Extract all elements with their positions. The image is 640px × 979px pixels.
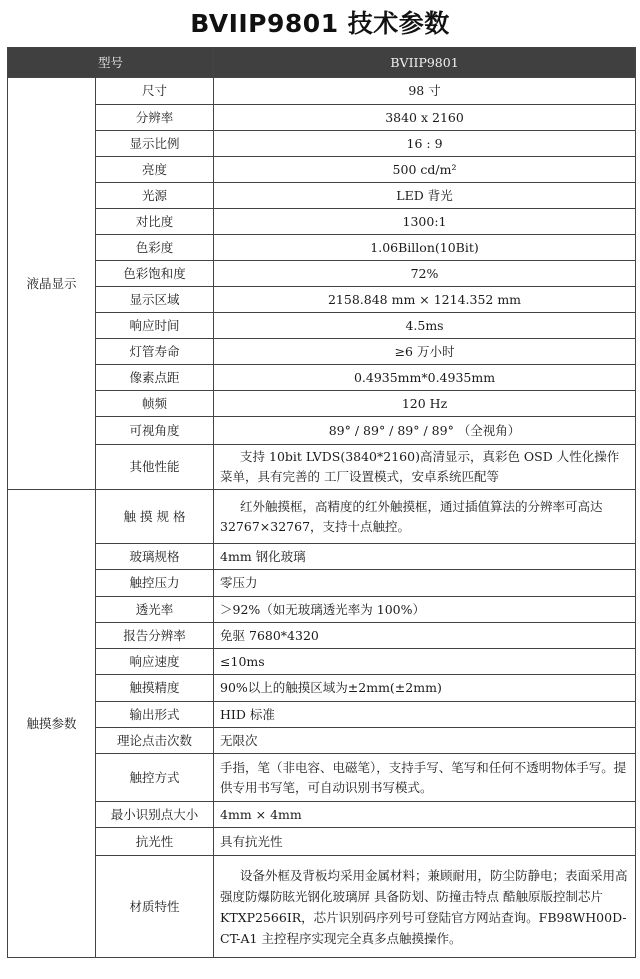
row-label: 对比度 (96, 209, 214, 235)
table-row (8, 649, 636, 675)
row-value: 4mm 钢化玻璃 (214, 544, 636, 570)
row-label: 显示区域 (96, 287, 214, 313)
table-row (8, 828, 636, 856)
row-label: 色彩度 (96, 235, 214, 261)
row-value: 4mm × 4mm (214, 802, 636, 828)
row-value: 4.5ms (214, 313, 636, 339)
row-value: 3840 x 2160 (214, 105, 636, 131)
table-row (8, 754, 636, 802)
table-row (8, 675, 636, 702)
table-row (8, 728, 636, 754)
model-label: 型号 (8, 48, 214, 78)
row-value: 0.4935mm*0.4935mm (214, 365, 636, 391)
row-label: 色彩饱和度 (96, 261, 214, 287)
table-row (8, 570, 636, 597)
row-value: ＞92%（如无玻璃透光率为 100%） (214, 597, 636, 623)
table-row (8, 623, 636, 649)
row-label: 报告分辨率 (96, 623, 214, 649)
row-label: 灯管寿命 (96, 339, 214, 365)
row-label: 触控压力 (96, 570, 214, 597)
row-label: 像素点距 (96, 365, 214, 391)
section-lcd: 液晶显示 (8, 78, 96, 490)
model-value: BVIIP9801 (214, 48, 636, 78)
page-title: BVIIP9801 技术参数 (190, 9, 450, 38)
row-value: ≤10ms (214, 649, 636, 675)
table-row (8, 445, 636, 490)
row-label: 尺寸 (96, 78, 214, 105)
row-value: ≥6 万小时 (214, 339, 636, 365)
table-row (8, 157, 636, 183)
row-value (214, 490, 636, 544)
table-row (8, 802, 636, 828)
row-value: 1300:1 (214, 209, 636, 235)
row-value: HID 标准 (214, 702, 636, 728)
row-value: 2158.848 mm × 1214.352 mm (214, 287, 636, 313)
table-row (8, 235, 636, 261)
row-label: 响应速度 (96, 649, 214, 675)
row-value-text: 设备外框及背板均采用金属材料；兼顾耐用，防尘防静电；表面采用高强度防爆防眩光钢化玻璃屏 具备防划、防撞击特点 酷触原版控制芯片 KTXP2566IR，芯片识别码序列号可登陆官方网站查询。FB98WH00D-CT-A1 主控程序实现完全真多点触摸操作。 (220, 867, 628, 946)
row-label: 亮度 (96, 157, 214, 183)
table-row (8, 313, 636, 339)
table-row (8, 490, 636, 544)
row-value: 免驱 7680*4320 (214, 623, 636, 649)
spec-table (7, 47, 636, 958)
row-value-text: 手指，笔（非电容、电磁笔），支持手写、笔写和任何不透明物体手写。提供专用书写笔，可自动识别书写模式。 (220, 759, 627, 795)
row-label: 抗光性 (96, 828, 214, 856)
table-row (8, 261, 636, 287)
row-label: 触控方式 (96, 754, 214, 802)
row-label: 玻璃规格 (96, 544, 214, 570)
row-value (214, 856, 636, 958)
table-row (8, 597, 636, 623)
row-label: 显示比例 (96, 131, 214, 157)
row-label: 输出形式 (96, 702, 214, 728)
table-row (8, 417, 636, 445)
row-label: 光源 (96, 183, 214, 209)
row-value: 120 Hz (214, 391, 636, 417)
row-value: 89° / 89° / 89° / 89° （全视角） (214, 417, 636, 445)
section-touch: 触摸参数 (8, 490, 96, 958)
row-value: 零压力 (214, 570, 636, 597)
row-value (214, 754, 636, 802)
table-row (8, 78, 636, 105)
row-value: 具有抗光性 (214, 828, 636, 856)
header-row (8, 48, 636, 78)
table-row (8, 391, 636, 417)
table-row (8, 544, 636, 570)
table-row (8, 339, 636, 365)
row-value: 500 cd/m² (214, 157, 636, 183)
table-row (8, 209, 636, 235)
row-value-text: 支持 10bit LVDS(3840*2160)高清显示，真彩色 OSD 人性化操作菜单，具有完善的 工厂设置模式，安卓系统匹配等 (220, 449, 620, 484)
table-row (8, 365, 636, 391)
row-label: 其他性能 (96, 445, 214, 490)
row-label: 触摸精度 (96, 675, 214, 702)
table-row (8, 105, 636, 131)
row-label: 帧频 (96, 391, 214, 417)
row-value: 90%以上的触摸区域为±2mm(±2mm) (214, 675, 636, 702)
row-label: 理论点击次数 (96, 728, 214, 754)
row-value: LED 背光 (214, 183, 636, 209)
row-value: 无限次 (214, 728, 636, 754)
table-row (8, 856, 636, 958)
table-row (8, 183, 636, 209)
table-row (8, 287, 636, 313)
row-label: 响应时间 (96, 313, 214, 339)
row-value: 72% (214, 261, 636, 287)
row-label: 最小识别点大小 (96, 802, 214, 828)
row-value: 98 寸 (214, 78, 636, 105)
row-value-text: 红外触摸框，高精度的红外触摸框，通过插值算法的分辨率可高达 32767×32767，支持十点触控。 (220, 498, 603, 534)
row-label: 透光率 (96, 597, 214, 623)
row-label: 可视角度 (96, 417, 214, 445)
table-row (8, 702, 636, 728)
row-label: 触 摸 规 格 (96, 490, 214, 544)
row-label: 材质特性 (96, 856, 214, 958)
table-row (8, 131, 636, 157)
row-value (214, 445, 636, 490)
row-label: 分辨率 (96, 105, 214, 131)
row-value: 16 : 9 (214, 131, 636, 157)
row-value: 1.06Billon(10Bit) (214, 235, 636, 261)
